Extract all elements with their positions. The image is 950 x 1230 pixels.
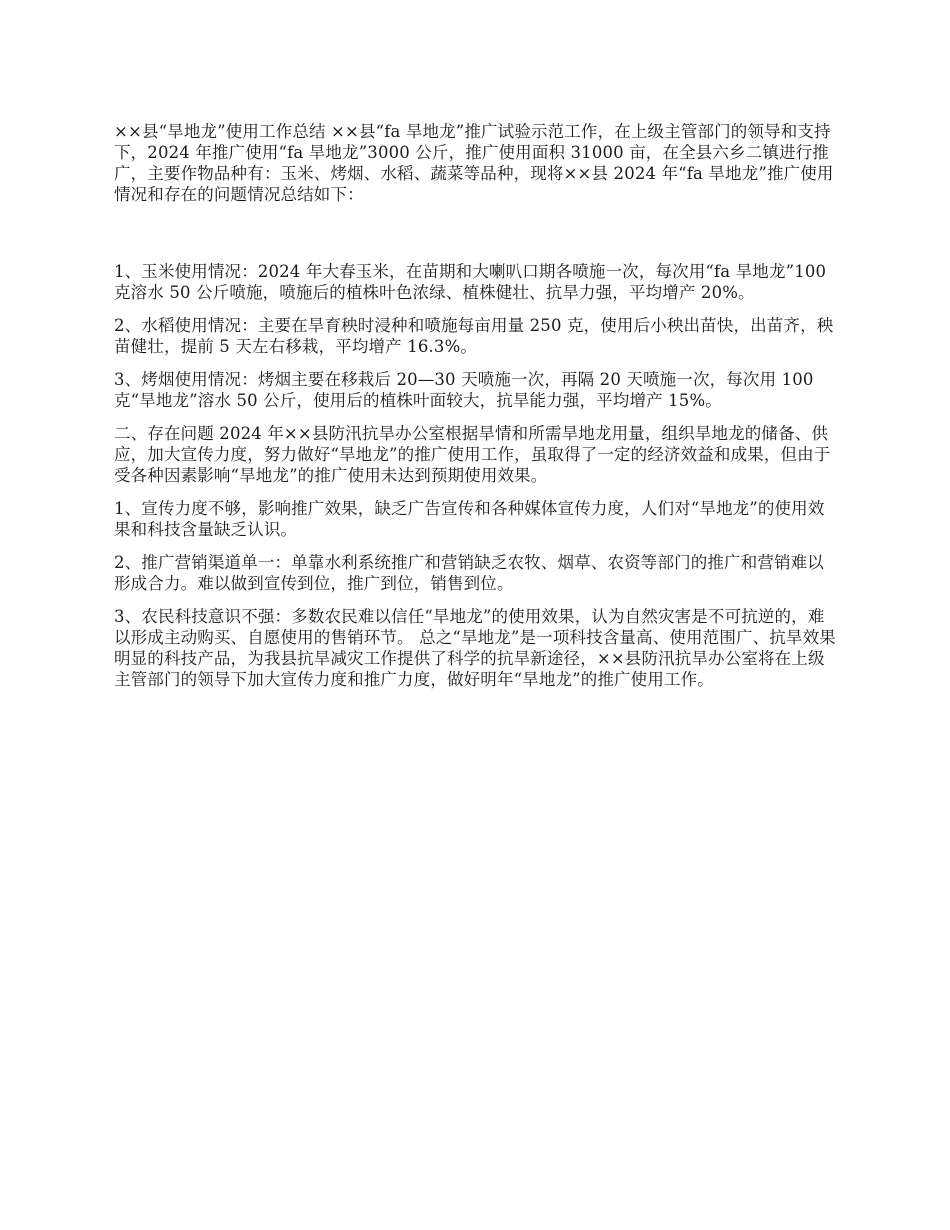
intro-paragraph: ××县“旱地龙”使用工作总结 ××县“fa 旱地龙”推广试验示范工作，在上级主管部门的领导和支持下，2024 年推广使用“fa 旱地龙”3000 公斤，推广使用面积 31000 亩，在全县六乡二镇进行推广，主要作物品种有：玉米、烤烟、水稻、蔬菜等品种，现将××县 2024 年“fa 旱地龙”推广使用情况和存在的问题情况总结如下： [114, 122, 834, 204]
problem-1-paragraph: 1、宣传力度不够，影响推广效果，缺乏广告宣传和各种媒体宣传力度，人们对“旱地龙”的使用效果和科技含量缺乏认识。 [114, 499, 825, 539]
rice-usage-paragraph: 2、水稻使用情况：主要在旱育秧时浸种和喷施每亩用量 250 克，使用后小秧出苗快，出苗齐，秧苗健壮，提前 5 天左右移栽，平均增产 16.3%。 [114, 316, 834, 356]
corn-usage-paragraph: 1、玉米使用情况：2024 年大春玉米，在苗期和大喇叭口期各喷施一次，每次用“fa 旱地龙”100 克溶水 50 公斤喷施，喷施后的植株叶色浓绿、植株健壮、抗旱力强，平均增产 20%。 [114, 262, 827, 302]
problem-3-conclusion-paragraph: 3、农民科技意识不强：多数农民难以信任“旱地龙”的使用效果，认为自然灾害是不可抗逆的，难以形成主动购买、自愿使用的售销环节。 总之“旱地龙”是一项科技含量高、使用范围广、抗旱效果明显的科技产品，为我县抗旱减灾工作提供了科学的抗旱新途径，××县防汛抗旱办公室将在上级主管部门的领导下加大宣传力度和推广力度，做好明年“旱地龙”的推广使用工作。 [114, 607, 836, 689]
problem-2-paragraph: 2、推广营销渠道单一：单靠水利系统推广和营销缺乏农牧、烟草、农资等部门的推广和营销难以形成合力。难以做到宣传到位，推广到位，销售到位。 [114, 553, 824, 593]
problems-paragraph: 二、存在问题 2024 年××县防汛抗旱办公室根据旱情和所需旱地龙用量，组织旱地龙的储备、供应，加大宣传力度，努力做好“旱地龙”的推广使用工作，虽取得了一定的经济效益和成果，但由于受各种因素影响“旱地龙”的推广使用未达到预期使用效果。 [114, 424, 831, 485]
tobacco-usage-paragraph: 3、烤烟使用情况：烤烟主要在移栽后 20—30 天喷施一次，再隔 20 天喷施一次，每次用 100 克“旱地龙”溶水 50 公斤，使用后的植株叶面较大，抗旱能力强，平均增产 15%。 [114, 370, 814, 410]
document-body [114, 121, 839, 702]
